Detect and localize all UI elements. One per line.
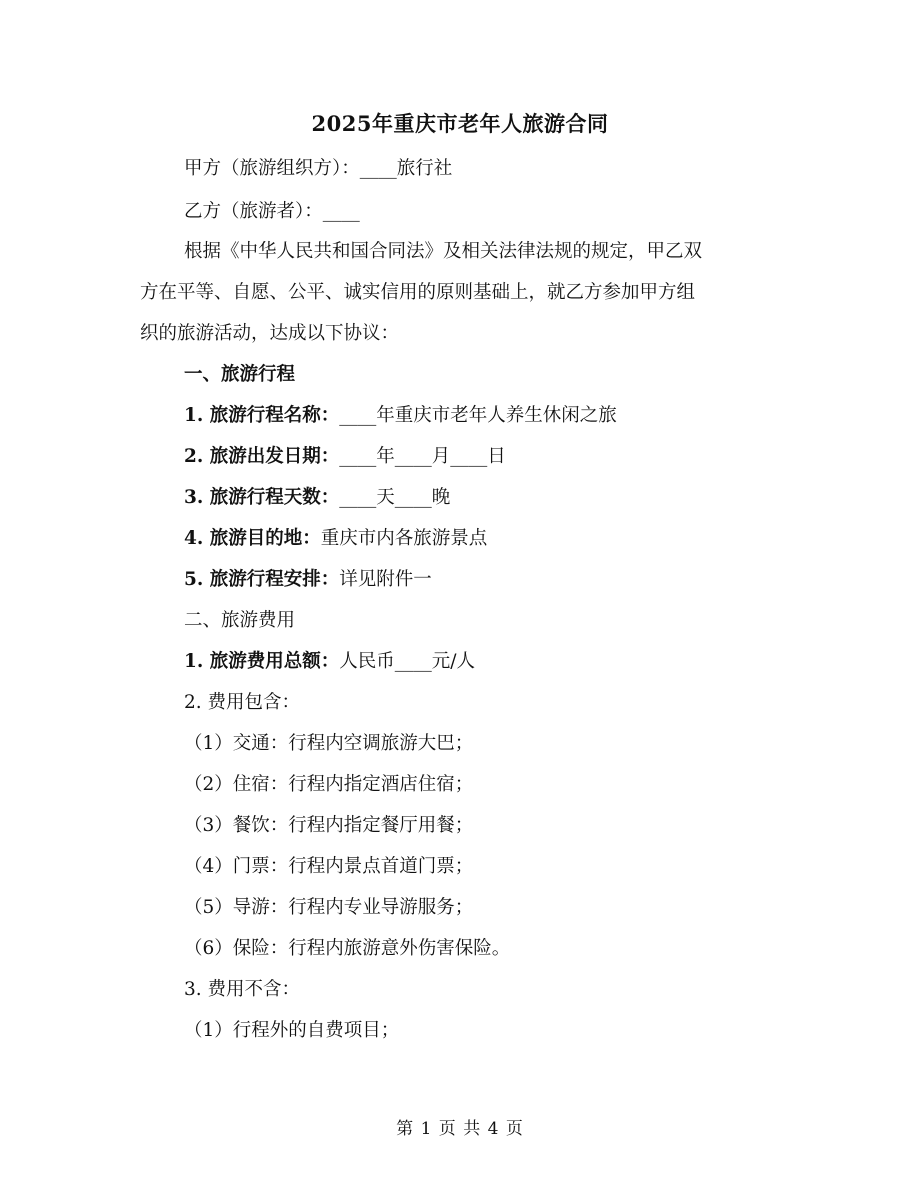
item-value: 详见附件一 <box>339 569 432 590</box>
fee-excluded-heading: 3. 费用不含： <box>184 979 301 1000</box>
itinerary-item <box>184 404 617 428</box>
item-value: ____年____月____日 <box>339 446 506 467</box>
fee-excluded-item: （1）行程外的自费项目； <box>184 1020 400 1041</box>
fee-included-item: （5）导游：行程内专业导游服务； <box>184 897 474 918</box>
fee-included-item: （2）住宿：行程内指定酒店住宿； <box>184 774 474 795</box>
item-label: 1. 旅游费用总额： <box>184 651 340 672</box>
fee-included-item: （1）交通：行程内空调旅游大巴； <box>184 733 474 754</box>
item-value: ____天____晚 <box>339 487 451 508</box>
item-label: 2. 旅游出发日期： <box>184 446 340 467</box>
page-number: 第 1 页 共 4 页 <box>396 1119 524 1139</box>
itinerary-item <box>184 486 450 510</box>
party-a: 甲方（旅游组织方）：____旅行社 <box>184 158 453 179</box>
itinerary-item <box>184 527 487 551</box>
item-value: 人民币____元/人 <box>339 651 475 672</box>
item-value: ____年重庆市老年人养生休闲之旅 <box>339 405 617 426</box>
item-label: 4. 旅游目的地： <box>184 528 321 549</box>
fee-included-heading: 2. 费用包含： <box>184 692 301 713</box>
fee-included-item: （3）餐饮：行程内指定餐厅用餐； <box>184 815 474 836</box>
section-heading-fees: 二、旅游费用 <box>184 610 296 631</box>
fee-included-item: （6）保险：行程内旅游意外伤害保险。 <box>184 938 511 959</box>
item-label: 1. 旅游行程名称： <box>184 405 340 426</box>
itinerary-item <box>184 445 506 469</box>
fee-included-item: （4）门票：行程内景点首道门票； <box>184 856 474 877</box>
fee-total <box>184 650 475 674</box>
item-value: 重庆市内各旅游景点 <box>320 528 488 549</box>
section-heading-itinerary: 一、旅游行程 <box>184 364 296 385</box>
document-title: 2025年重庆市老年人旅游合同 <box>311 111 609 136</box>
intro-line-3: 织的旅游活动，达成以下协议： <box>140 323 400 344</box>
item-label: 3. 旅游行程天数： <box>184 487 340 508</box>
itinerary-item <box>184 568 432 592</box>
intro-line-1: 根据《中华人民共和国合同法》及相关法律法规的规定，甲乙双 <box>184 241 703 262</box>
intro-line-2: 方在平等、自愿、公平、诚实信用的原则基础上，就乙方参加甲方组 <box>140 282 696 303</box>
item-label: 5. 旅游行程安排： <box>184 569 340 590</box>
party-b: 乙方（旅游者）：____ <box>184 201 360 222</box>
